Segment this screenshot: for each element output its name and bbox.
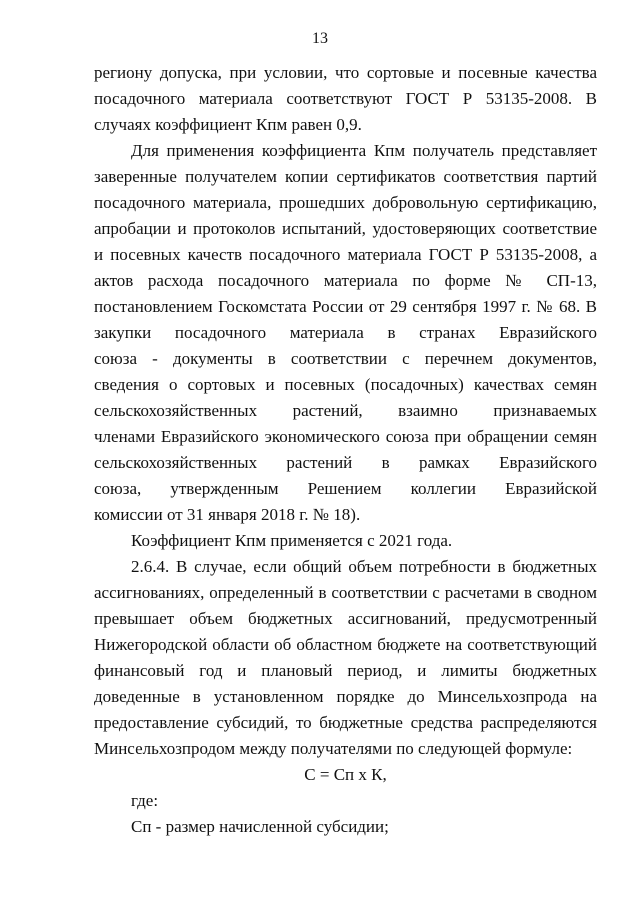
text-line: ассигнованиях, определенный в соответствии с расчетами в сводном xyxy=(94,583,597,602)
text-line: закупки посадочного материала в странах Евразийского xyxy=(94,323,597,342)
text-line: доведенные в установленном порядке до Минсельхозпрода на xyxy=(94,687,597,706)
text-line: сельскохозяйственных растений в рамках Евразийского xyxy=(94,453,597,472)
text-line: посадочного материала, прошедших добровольную сертификацию, xyxy=(94,193,597,212)
text-line: региону допуска, при условии, что сортовые и посевные качества xyxy=(94,63,597,82)
text-line: предоставление субсидий, то бюджетные средства распределяются xyxy=(94,713,597,732)
text-line: где: xyxy=(131,791,159,810)
text-line: превышает объем бюджетных ассигнований, предусмотренный xyxy=(94,609,597,628)
text-line: заверенные получателем копии сертификатов соответствия партий xyxy=(94,167,597,186)
text-line: постановлением Госкомстата России от 29 сентября 1997 г. № 68. В xyxy=(94,297,597,316)
text-line: посадочного материала соответствуют ГОСТ Р 53135-2008. В xyxy=(94,89,597,108)
text-line: Для применения коэффициента Кпм получатель представляет xyxy=(131,141,597,160)
text-line: Нижегородской области об областном бюджете на соответствующий xyxy=(94,635,597,654)
text-line: Коэффициент Кпм применяется с 2021 года. xyxy=(131,531,453,550)
text-line: сведения о сортовых и посевных (посадочных) качествах семян xyxy=(94,375,597,394)
formula: С = Сп х К, xyxy=(304,765,387,784)
text-line: апробации и протоколов испытаний, удостоверяющих соответствие xyxy=(94,219,597,238)
text-line: союза, утвержденным Решением коллегии Евразийской xyxy=(94,479,597,498)
document-body xyxy=(94,60,597,840)
text-line: членами Евразийского экономического союза при обращении семян xyxy=(94,427,597,446)
page-number: 13 xyxy=(312,30,328,47)
text-line: случаях коэффициент Кпм равен 0,9. xyxy=(94,115,362,134)
text-line: сельскохозяйственных растений, взаимно признаваемых xyxy=(94,401,597,420)
text-line: финансовый год и плановый период, и лимиты бюджетных xyxy=(94,661,597,680)
text-line: Сп - размер начисленной субсидии; xyxy=(131,817,389,836)
text-line: актов расхода посадочного материала по форме № СП-13, xyxy=(94,271,597,290)
text-line: и посевных качеств посадочного материала ГОСТ Р 53135-2008, а xyxy=(94,245,597,264)
text-line: 2.6.4. В случае, если общий объем потребности в бюджетных xyxy=(131,557,597,576)
text-line: союза - документы в соответствии с перечнем документов, xyxy=(94,349,597,368)
text-line: комиссии от 31 января 2018 г. № 18). xyxy=(94,505,361,524)
text-line: Минсельхозпродом между получателями по следующей формуле: xyxy=(94,739,573,758)
